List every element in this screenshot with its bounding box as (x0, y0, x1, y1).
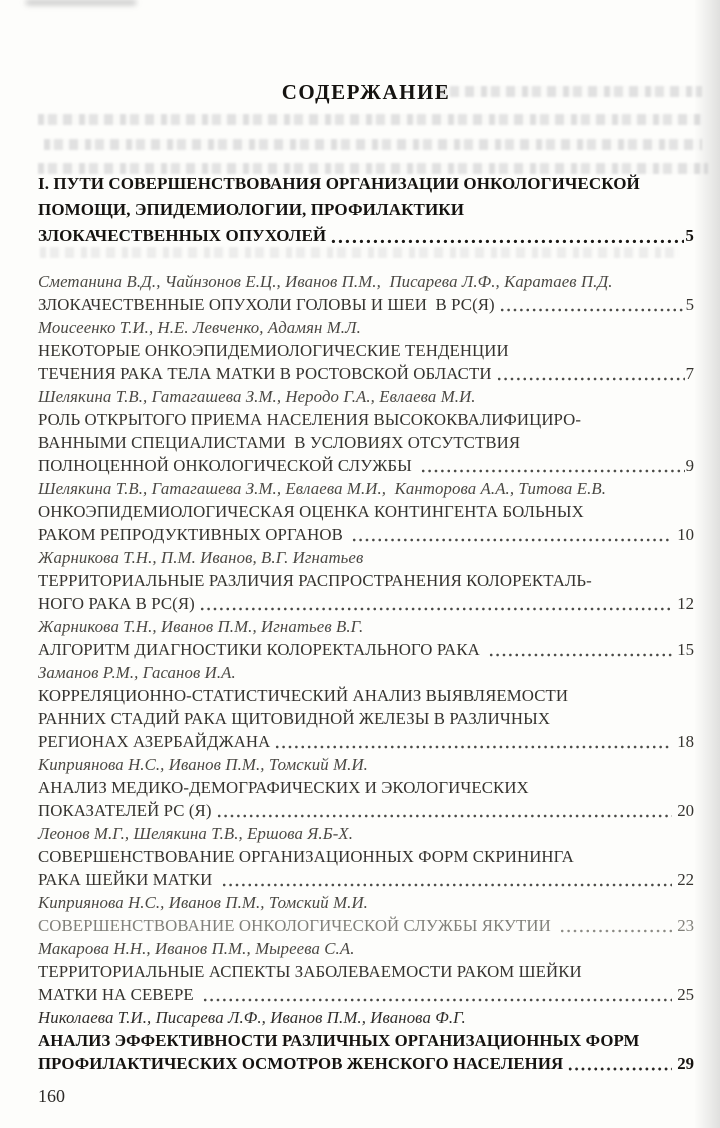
dot-leader (275, 744, 672, 750)
dot-leader (500, 307, 685, 313)
toc-entry-page: 25 (673, 985, 694, 1004)
toc-entry-title-line: ПОКАЗАТЕЛЕЙ РС (Я) 20 (38, 801, 694, 820)
toc-entry-page: 5 (685, 295, 694, 314)
dot-leader (497, 376, 685, 382)
toc-entry-title-line: НЕКОТОРЫЕ ОНКОЭПИДЕМИОЛОГИЧЕСКИЕ ТЕНДЕНЦИИ (38, 341, 509, 360)
toc-entry (38, 891, 694, 937)
toc-entry (38, 615, 694, 661)
toc-entry-title-line: РАННИХ СТАДИЙ РАКА ЩИТОВИДНОЙ ЖЕЛЕЗЫ В РАЗЛИЧНЫХ (38, 709, 551, 728)
toc-entry-titles (38, 293, 694, 316)
toc-entries (38, 270, 694, 1075)
toc-entry-title-line: АНАЛИЗ МЕДИКО-ДЕМОГРАФИЧЕСКИХ И ЭКОЛОГИЧЕСКИХ (38, 778, 529, 797)
dot-leader (560, 928, 672, 934)
dot-leader (217, 813, 673, 819)
toc-entry-authors: Моисеенко Т.И., Н.Е. Левченко, Адамян М.Л. (38, 318, 361, 337)
dot-leader (568, 1066, 672, 1072)
section-heading (38, 171, 694, 249)
toc-entry-authors: Сметанина В.Д., Чайнзонов Е.Ц., Иванов П.М., Писарева Л.Ф., Каратаев П.Д. (38, 272, 613, 291)
toc-entry-page: 22 (673, 870, 694, 889)
toc-entry-titles (38, 569, 694, 615)
toc-entry-title-line: ВАННЫМИ СПЕЦИАЛИСТАМИ В УСЛОВИЯХ ОТСУТСТВИЯ (38, 433, 521, 452)
toc-entry-authors: Шелякина Т.В., Гатагашева З.М., Неродо Г.А., Евлаева М.И. (38, 387, 476, 406)
toc-entry-title-line: ТЕРРИТОРИАЛЬНЫЕ РАЗЛИЧИЯ РАСПРОСТРАНЕНИЯ КОЛОРЕКТАЛЬ- (38, 571, 592, 590)
dot-leader (421, 468, 684, 474)
toc-entry (38, 661, 694, 753)
toc-entry-title-line: ЗЛОКАЧЕСТВЕННЫЕ ОПУХОЛИ ГОЛОВЫ И ШЕИ В РС(Я) 5 (38, 295, 694, 314)
toc-entry-title-line: ПРОФИЛАКТИЧЕСКИХ ОСМОТРОВ ЖЕНСКОГО НАСЕЛЕНИЯ 29 (38, 1054, 694, 1073)
toc-entry-authors: Заманов Р.М., Гасанов И.А. (38, 663, 236, 682)
toc-entry-title-line: АЛГОРИТМ ДИАГНОСТИКИ КОЛОРЕКТАЛЬНОГО РАКА 15 (38, 640, 694, 659)
section-heading-line: ЗЛОКАЧЕСТВЕННЫХ ОПУХОЛЕЙ (38, 226, 327, 245)
toc-entry-page: 12 (673, 594, 694, 613)
toc-entry-authors: Николаева Т.И., Писарева Л.Ф., Иванов П.М., Иванова Ф.Г. (38, 1008, 466, 1027)
dot-leader (489, 652, 672, 658)
page-number: 160 (38, 1086, 65, 1106)
toc-entry-authors: Киприянова Н.С., Иванов П.М., Томский М.И. (38, 893, 368, 912)
toc-entry-authors: Жарникова Т.Н., П.М. Иванов, В.Г. Игнатьев (38, 548, 364, 567)
toc-entry-page: 29 (673, 1054, 694, 1073)
toc-entry-title-line: СОВЕРШЕНСТВОВАНИЕ ОНКОЛОГИЧЕСКОЙ СЛУЖБЫ ЯКУТИИ 23 (38, 916, 694, 935)
toc-entry-titles (38, 500, 694, 546)
toc-entry-title-line: АНАЛИЗ ЭФФЕКТИВНОСТИ РАЗЛИЧНЫХ ОРГАНИЗАЦИОННЫХ ФОРМ (38, 1031, 640, 1050)
section-page-number: 5 (685, 226, 694, 245)
toc-entry (38, 316, 694, 385)
toc-entry-authors: Макарова Н.Н., Иванов П.М., Мыреева С.А. (38, 939, 355, 958)
toc-entry (38, 270, 694, 316)
dot-leader (331, 238, 684, 245)
toc-entry-page: 10 (673, 525, 694, 544)
toc-entry-title-line: НОГО РАКА В РС(Я) 12 (38, 594, 694, 613)
toc-entry-authors: Леонов М.Г., Шелякина Т.В., Ершова Я.Б-Х. (38, 824, 354, 843)
dot-leader (200, 606, 672, 612)
toc-entry-title-line: ОНКОЭПИДЕМИОЛОГИЧЕСКАЯ ОЦЕНКА КОНТИНГЕНТА БОЛЬНЫХ (38, 502, 584, 521)
toc-entry-titles (38, 776, 694, 822)
toc-entry-title-line: РЕГИОНАХ АЗЕРБАЙДЖАНА 18 (38, 732, 694, 751)
toc-entry-titles (38, 845, 694, 891)
toc-entry (38, 753, 694, 822)
toc-entry-title-line: СОВЕРШЕНСТВОВАНИЕ ОРГАНИЗАЦИОННЫХ ФОРМ СКРИНИНГА (38, 847, 574, 866)
toc-entry-page: 20 (673, 801, 694, 820)
toc-entry-titles (38, 1029, 694, 1075)
page-title: СОДЕРЖАНИЕ (281, 80, 451, 104)
toc-entry-titles (38, 684, 694, 753)
dot-leader (352, 537, 672, 543)
toc-entry-titles (38, 339, 694, 385)
toc-entry (38, 477, 694, 546)
section-heading-leader-line (38, 223, 694, 249)
toc-entry-titles (38, 638, 694, 661)
toc-entry-title-line: ТЕЧЕНИЯ РАКА ТЕЛА МАТКИ В РОСТОВСКОЙ ОБЛАСТИ 7 (38, 364, 694, 383)
toc-entry (38, 546, 694, 615)
toc-entry-title-line: ТЕРРИТОРИАЛЬНЫЕ АСПЕКТЫ ЗАБОЛЕВАЕМОСТИ РАКОМ ШЕЙКИ (38, 962, 582, 981)
toc-entry-page: 15 (673, 640, 694, 659)
toc-entry-authors: Киприянова Н.С., Иванов П.М., Томский М.И. (38, 755, 368, 774)
toc-entry-page: 9 (685, 456, 694, 475)
toc-entry-title-line: МАТКИ НА СЕВЕРЕ 25 (38, 985, 694, 1004)
toc-entry-titles (38, 914, 694, 937)
toc-entry (38, 385, 694, 477)
section-heading-line: ПОМОЩИ, ЭПИДЕМИОЛОГИИ, ПРОФИЛАКТИКИ (38, 200, 465, 219)
toc-entry-title-line: ПОЛНОЦЕННОЙ ОНКОЛОГИЧЕСКОЙ СЛУЖБЫ 9 (38, 456, 694, 475)
toc-entry-titles (38, 960, 694, 1006)
toc-entry-page: 23 (673, 916, 694, 935)
toc-entry-title-line: РАКОМ РЕПРОДУКТИВНЫХ ОРГАНОВ 10 (38, 525, 694, 544)
toc-entry (38, 937, 694, 1006)
dot-leader (222, 882, 672, 888)
toc-entry-authors: Жарникова Т.Н., Иванов П.М., Игнатьев В.Г. (38, 617, 364, 636)
toc-entry (38, 1006, 694, 1075)
toc-entry-authors: Шелякина Т.В., Гатагашева З.М., Евлаева М.И., Канторова А.А., Титова Е.В. (38, 479, 607, 498)
toc-entry-page: 18 (673, 732, 694, 751)
section-heading-line: I. ПУТИ СОВЕРШЕНСТВОВАНИЯ ОРГАНИЗАЦИИ ОНКОЛОГИЧЕСКОЙ (38, 174, 640, 193)
dot-leader (203, 997, 672, 1003)
toc-entry-page: 7 (685, 364, 694, 383)
toc-entry-title-line: РАКА ШЕЙКИ МАТКИ 22 (38, 870, 694, 889)
toc-entry-titles (38, 408, 694, 477)
toc-entry-title-line: РОЛЬ ОТКРЫТОГО ПРИЕМА НАСЕЛЕНИЯ ВЫСОКОКВАЛИФИЦИРО- (38, 410, 582, 429)
toc-entry (38, 822, 694, 891)
toc-entry-title-line: КОРРЕЛЯЦИОННО-СТАТИСТИЧЕСКИЙ АНАЛИЗ ВЫЯВЛЯЕМОСТИ (38, 686, 569, 705)
